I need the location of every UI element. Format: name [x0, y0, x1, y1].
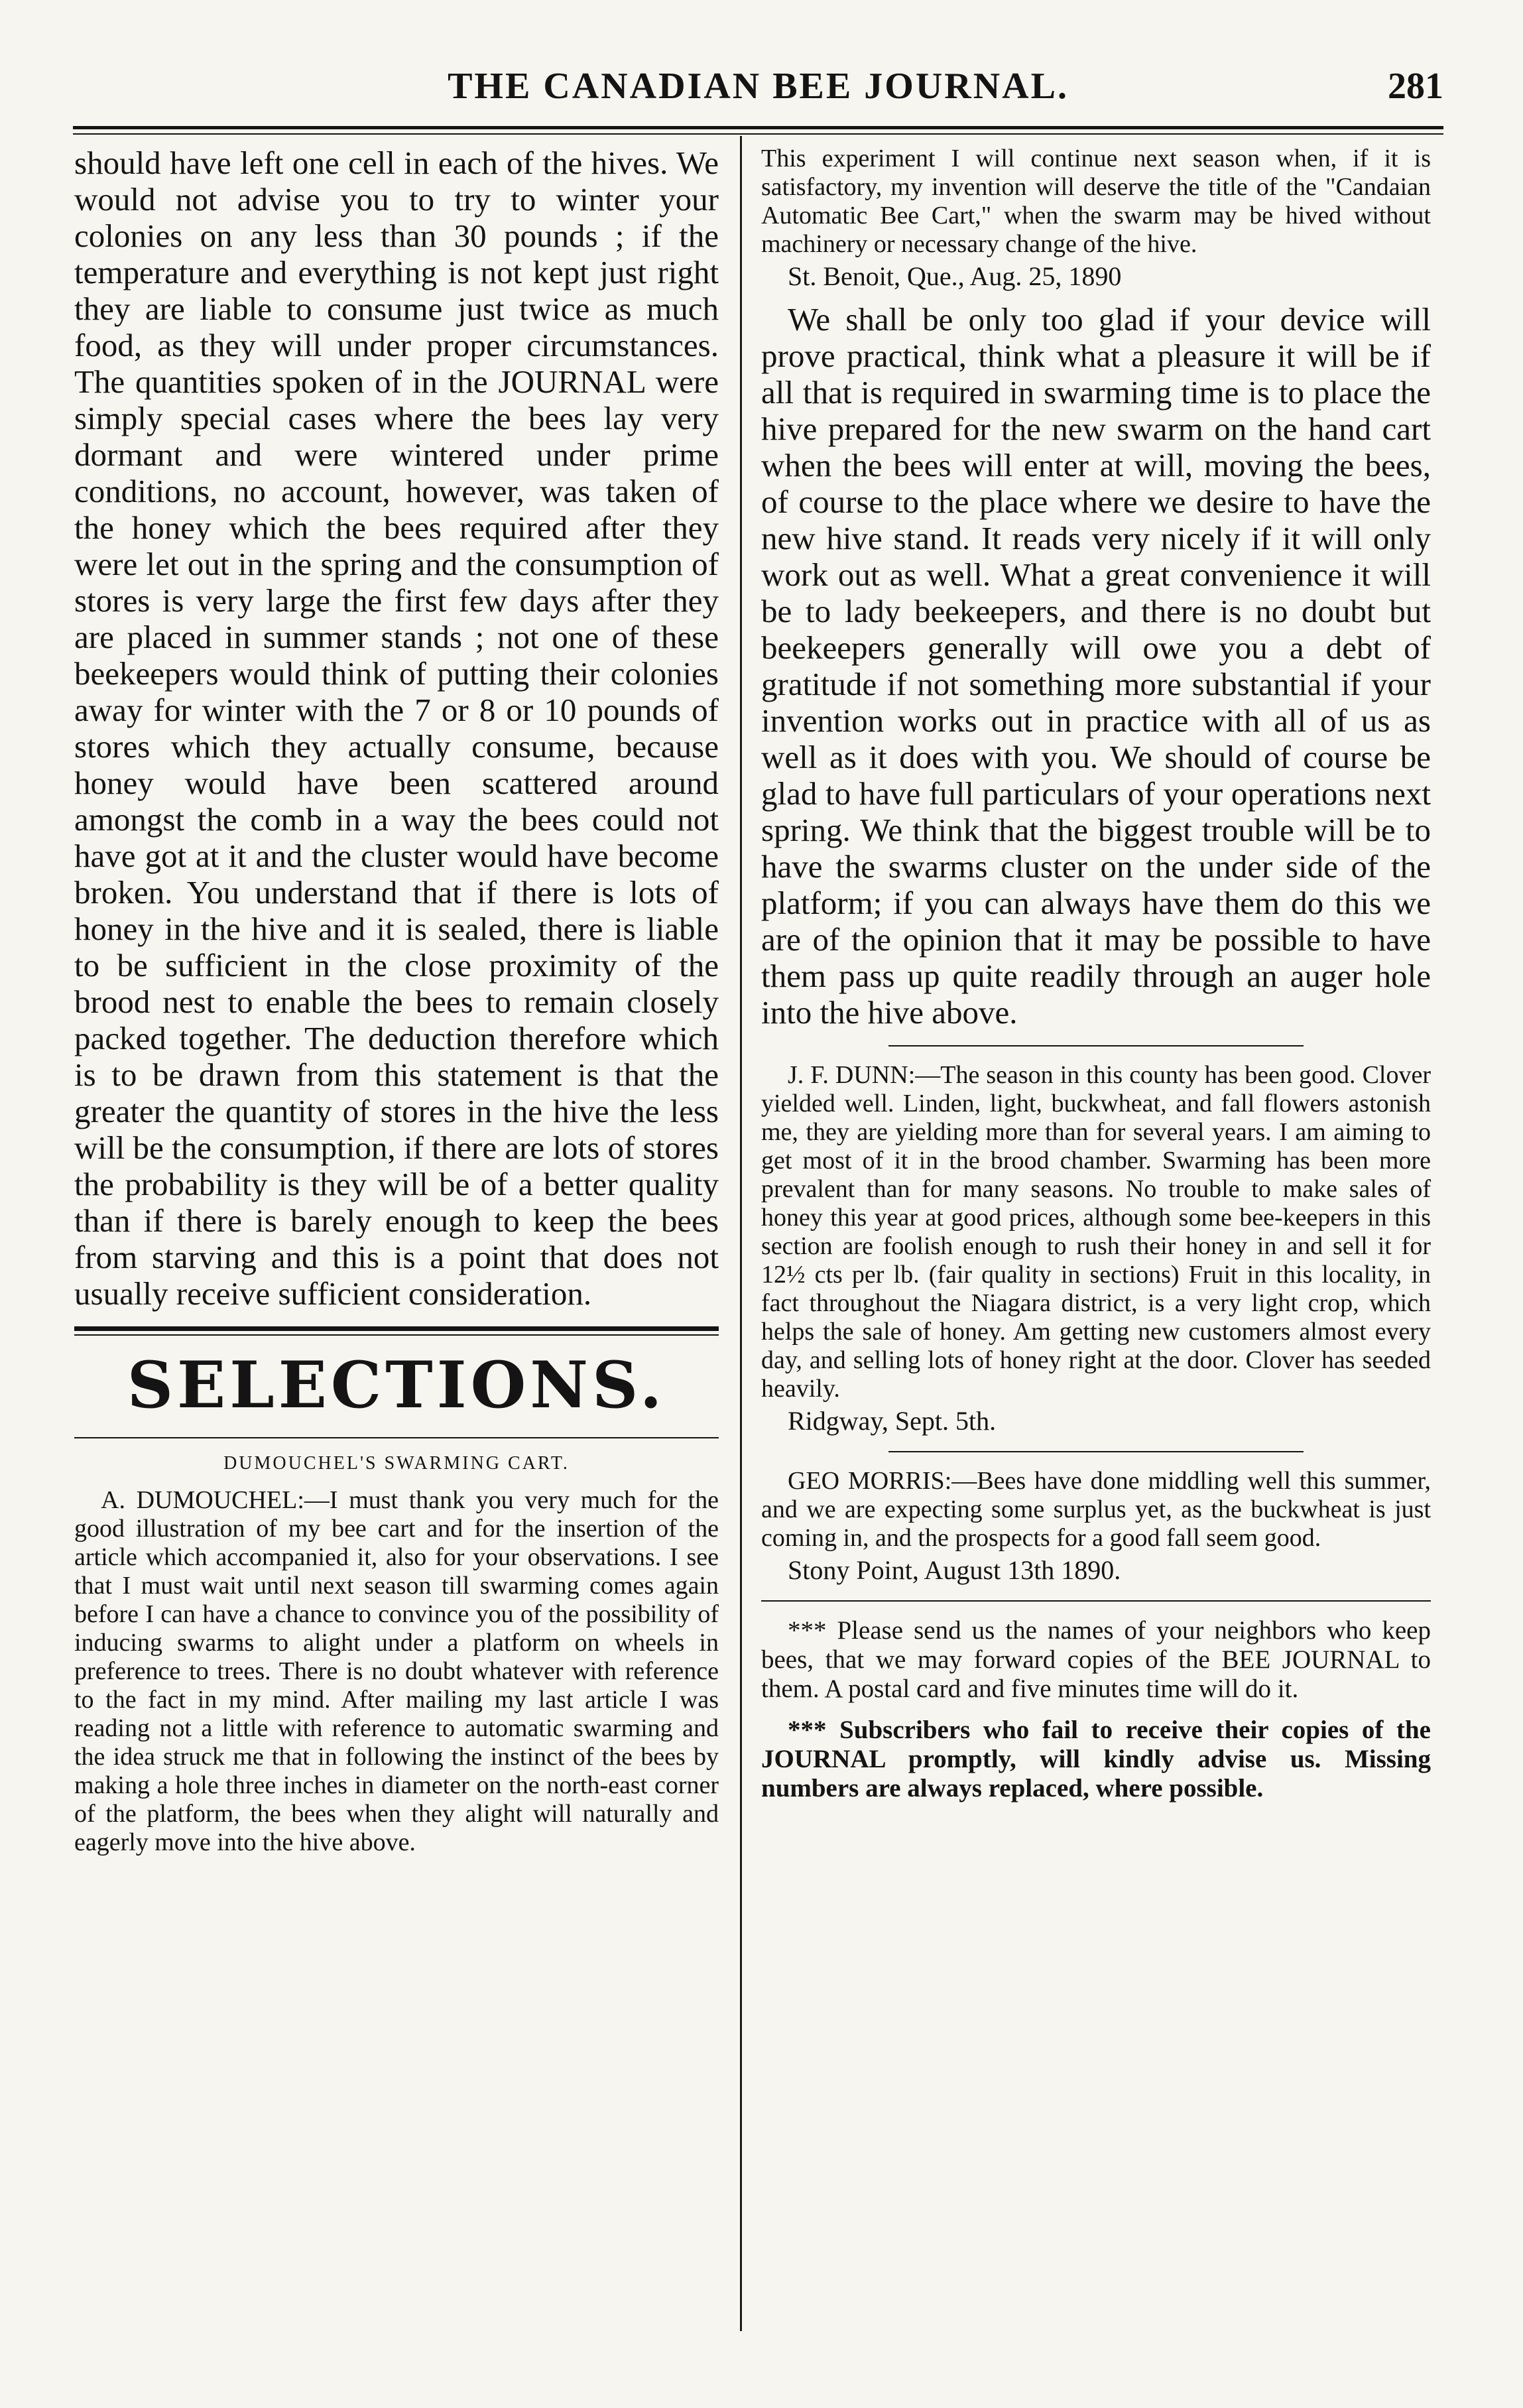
subscribers-notice: *** Subscribers who fail to receive their copies of the JOURNAL promptly, will kindly advise us. Missing numbers are always replaced, where possible. — [761, 1716, 1431, 1803]
dunn-letter — [761, 1061, 1431, 1403]
dunn-signature: Ridgway, Sept. 5th. — [788, 1406, 997, 1436]
morris-signature: Stony Point, August 13th 1890. — [788, 1555, 1121, 1585]
column-divider — [740, 136, 742, 2331]
editorial-paragraph: should have left one cell in each of the hives. We would not advise you to try to winter your colonies on any less than 30 pounds ; if the temperature and everything is not kept just right they are liable to consume just twice as much food, as they will under proper circumstances. The quantities spoken of in the JOURNAL were simply special cases where the bees lay very dormant and were wintered under prime conditions, no account, however, was taken of the honey which the bees required after they were let out in the spring and the consumption of stores is very large the first few days after they are placed in summer stands ; not one of these beekeepers would think of putting their colonies away for winter with the 7 or 8 or 10 pounds of stores which they actually consume, because honey would have been scattered around amongst the comb in a way the bees could not have got at it and the cluster would have become broken. You understand that if there is lots of honey in the hive and it is sealed, there is liable to be sufficient in the close proximity of the brood nest to enable the bees to remain closely packed together. The deduction therefore which is to be drawn from this statement is that the greater the quantity of stores in the hive the less will be the consumption, if there are lots of stores the probability is they will be of a better quality than if there is barely enough to keep the bees from starving and this is a point that does not usually receive sufficient consideration. — [74, 145, 719, 1312]
letter-continued: This experiment I will continue next season when, if it is satisfactory, my invention will deserve the title of the "Candaian Automatic Bee Cart," when the swarm may be hived without machinery or necessary change of the hive. — [761, 145, 1431, 258]
notice-rule — [761, 1600, 1431, 1602]
editor-reply: We shall be only too glad if your device will prove practical, think what a pleasure it will be if all that is required in swarming time is to place the hive prepared for the new swarm on the hand cart when the bees will enter at will, moving the bees, of course to the place where we desire to have the new hive stand. It reads very nicely if it will only work out as well. What a great convenience it will be to lady beekeepers, and there is no doubt but beekeepers generally will owe you a debt of gratitude if not something more substantial if your invention works out in practice with all of us as well as it does with you. We should of course be glad to have full particulars of your operations next spring. We think that the biggest trouble will be to have the swarms cluster on the under side of the platform; if you can always have them do this we are of the opinion that it may be possible to have them pass up quite readily through an auger hole into the hive above. — [761, 301, 1431, 1031]
section-rule-bottom — [74, 1437, 719, 1438]
letter-paragraph — [74, 1486, 719, 1857]
left-column — [74, 145, 719, 1857]
right-column — [761, 145, 1431, 1803]
letter-body: :—I must thank you very much for the good illustration of my bee cart and for the insertion of the article which accompanied it, also for your observations. I see that I must wait until next season till swarming comes again before I can have a chance to convince you of the possibility of inducing swarms to alight under a platform on wheels in preference to trees. There is no doubt whatever with reference to the fact in my mind. After mailing my last article I was reading not a little with reference to automatic swarming and the idea struck me that in following the instinct of the bees by making a hole three inches in diameter on the north-east corner of the platform, the bees when they alight will naturally and eagerly move into the hive above. — [74, 1486, 719, 1856]
article-heading: DUMOUCHEL'S SWARMING CART. — [223, 1453, 570, 1474]
names-notice: *** Please send us the names of your neighbors who keep bees, that we may forward copies of the BEE JOURNAL to them. A postal card and five minutes time will do it. — [761, 1616, 1431, 1703]
letter-speaker: A. DUMOUCHEL — [101, 1486, 298, 1514]
dunn-body: :—The season in this county has been good. Clover yielded well. Linden, light, buckwheat, and fall flowers astonish me, they are yielding more than for several years. I am aiming to get most of it in the brood chamber. Swarming has been more prevalent than for many seasons. No trouble to make sales of honey this year at good prices, although some bee-keepers in this section are foolish enough to rush their honey in and sell it for 12½ cts per lb. (fair quality in sections) Fruit in this locality, in fact throughout the Niagara district, is a very light crop, which helps the sale of honey. Am getting new customers almost every day, and selling lots of honey right at the door. Clover has seeded heavily. — [761, 1061, 1432, 1403]
morris-speaker: GEO MORRIS — [788, 1467, 945, 1495]
section-rule-top — [74, 1326, 719, 1336]
dunn-rule — [888, 1451, 1304, 1452]
page-header — [73, 58, 1443, 118]
morris-letter — [761, 1467, 1431, 1553]
morris-body: :—Bees have done middling well this summer, and we are expecting some surplus yet, as the buckwheat is just coming in, and the prospects for a good fall seem good. — [761, 1467, 1432, 1552]
dunn-speaker: J. F. DUNN — [788, 1061, 908, 1089]
section-heading: SELECTIONS. — [127, 1348, 666, 1423]
header-rule — [73, 126, 1443, 135]
reply-rule — [888, 1045, 1304, 1046]
journal-title: THE CANADIAN BEE JOURNAL. — [448, 66, 1069, 107]
letter-signature: St. Benoit, Que., Aug. 25, 1890 — [788, 261, 1122, 291]
page-number: 281 — [1388, 66, 1443, 107]
